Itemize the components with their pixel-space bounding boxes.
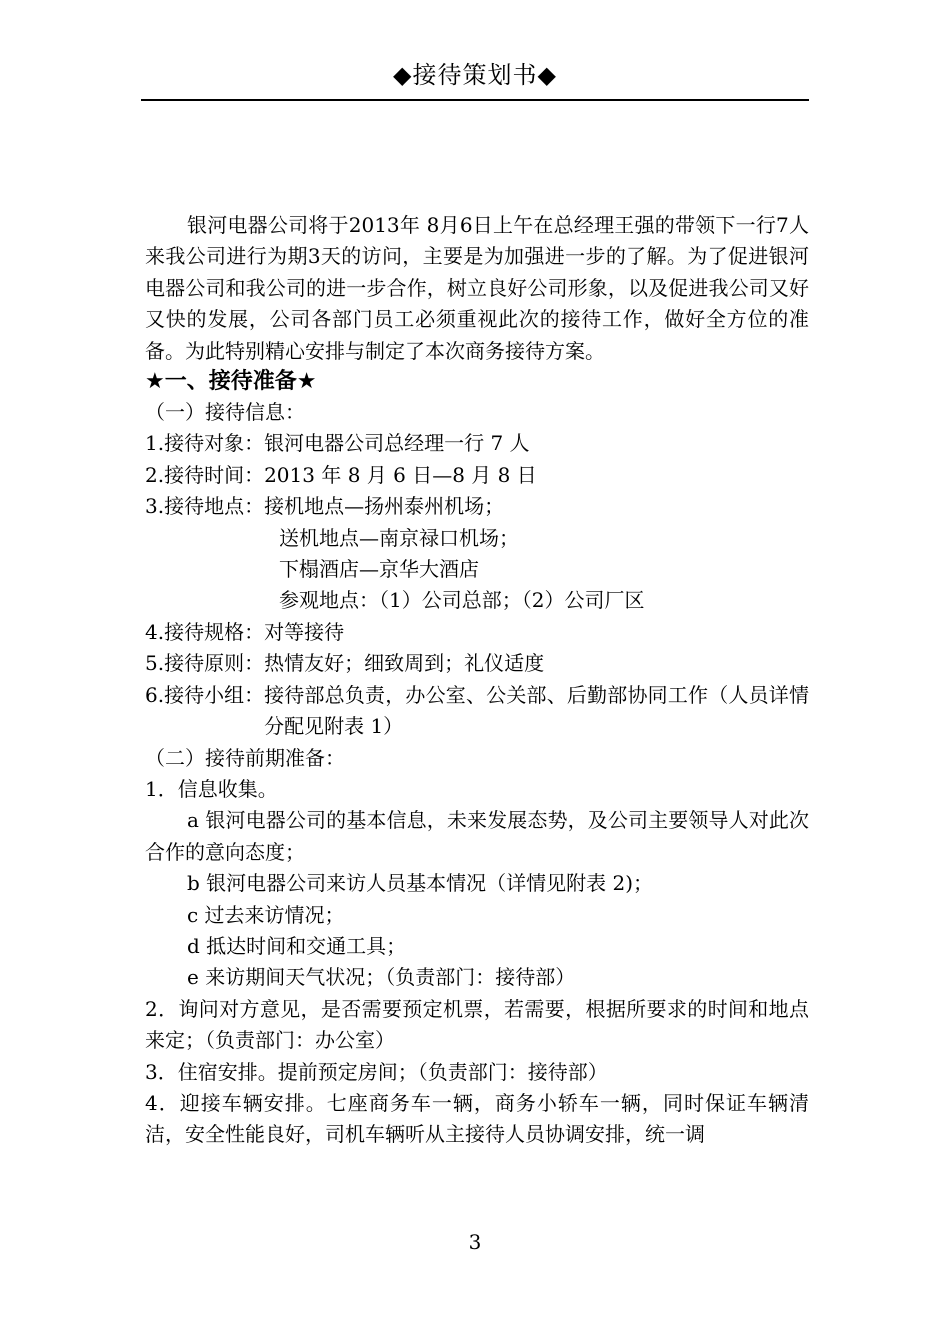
header-title: ◆接待策划书◆ xyxy=(393,61,557,89)
header-divider xyxy=(141,99,809,101)
prep-item-info-collection: 1．信息收集。 xyxy=(145,776,278,801)
info-item-location-line: 参观地点：（1）公司总部；（2）公司厂区 xyxy=(279,588,645,613)
info-item-team-label: 6.接待小组： xyxy=(145,682,265,707)
info-item-location-line: 送机地点—南京禄口机场； xyxy=(279,525,519,550)
prep-item-tickets: 2．询问对方意见，是否需要预定机票，若需要，根据所要求的时间和地点来定；（负责部门：办公室） xyxy=(145,996,809,1053)
info-item-location-line: 下榻酒店—京华大酒店 xyxy=(279,557,479,582)
info-item-time: 2.接待时间：2013 年 8 月 6 日—8 月 8 日 xyxy=(145,462,537,487)
section-heading-reception-prep: ★一、接待准备★ xyxy=(145,369,317,395)
prep-subitem: a 银河电器公司的基本信息，未来发展态势，及公司主要领导人对此次合作的意向态度； xyxy=(145,808,809,864)
page-body xyxy=(145,210,809,1151)
info-item-team xyxy=(145,680,809,743)
prep-item-vehicles: 4．迎接车辆安排。七座商务车一辆，商务小轿车一辆，同时保证车辆清洁，安全性能良好，司机车辆听从主接待人员协调安排，统一调 xyxy=(145,1090,809,1147)
prep-subitem: b 银河电器公司来访人员基本情况（详情见附表 2)； xyxy=(187,871,654,896)
info-item-location-line: 接机地点—扬州泰州机场； xyxy=(264,494,505,519)
prep-subitem: c 过去来访情况； xyxy=(187,902,345,927)
info-item-standard: 4.接待规格：对等接待 xyxy=(145,619,345,644)
info-item-team-text: 接待部总负责，办公室、公关部、后勤部协同工作（人员详情分配见附表 1） xyxy=(264,682,809,739)
info-item-location-label: 3.接待地点： xyxy=(145,494,265,519)
intro-paragraph: 银河电器公司将于2013年 8月6日上午在总经理王强的带领下一行7人来我公司进行为期3天的访问，主要是为加强进一步的了解。为了促进银河电器公司和我公司的进一步合作，树立良好公司形象，以及促进我公司又好又快的发展，公司各部门员工必须重视此次的接待工作，做好全方位的准备。为此特别精心安排与制定了本次商务接待方案。 xyxy=(145,213,809,363)
subsection-title-info: （一）接待信息： xyxy=(145,400,305,425)
prep-item-lodging: 3．住宿安排。提前预定房间；（负责部门：接待部） xyxy=(145,1059,608,1084)
prep-subitem: e 来访期间天气状况；（负责部门：接待部） xyxy=(187,965,576,990)
subsection-title-prep: （二）接待前期准备： xyxy=(145,745,345,770)
info-item-target: 1.接待对象：银河电器公司总经理一行 7 人 xyxy=(145,431,530,456)
page-number: 3 xyxy=(468,1230,482,1254)
info-item-principle: 5.接待原则：热情友好；细致周到；礼仪适度 xyxy=(145,651,545,676)
prep-subitem: d 抵达时间和交通工具； xyxy=(187,933,407,958)
info-item-location xyxy=(145,491,809,522)
